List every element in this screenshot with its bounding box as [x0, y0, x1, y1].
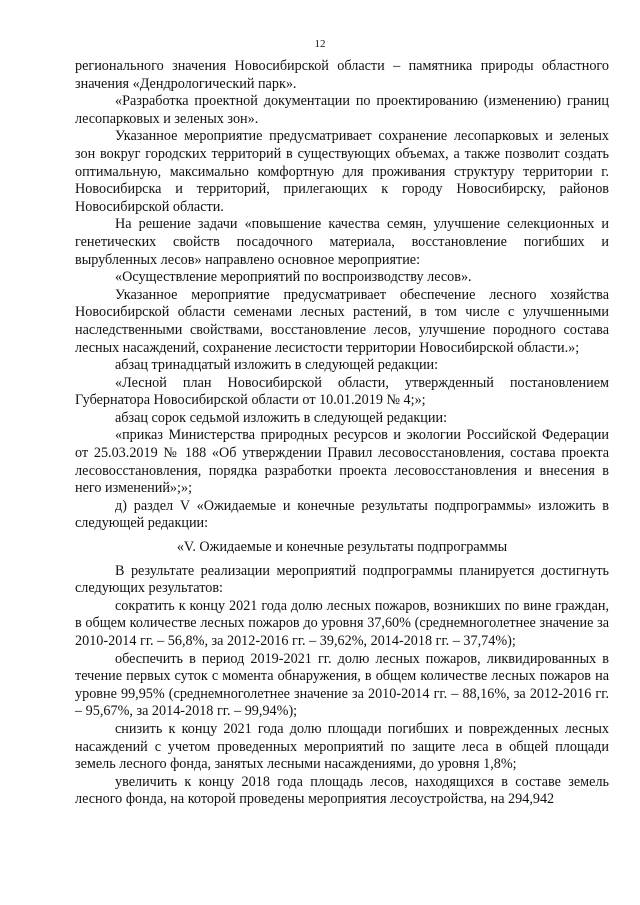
- paragraph: На решение задачи «повышение качества семян, улучшение селекционных и генетических свойств посадочного материала, восстановление погибших и вырубленных лесов» направлено основное мероприятие:: [75, 216, 609, 268]
- paragraph: «Разработка проектной документации по проектированию (изменению) границ лесопарковых и зеленых зон».: [75, 93, 609, 127]
- paragraph: «Лесной план Новосибирской области, утвержденный постановлением Губернатора Новосибирской области от 10.01.2019 № 4;»;: [75, 374, 609, 409]
- paragraph: «приказ Министерства природных ресурсов и экологии Российской Федерации от 25.03.2019 № 188 «Об утверждении Правил лесовосстановления, состава проекта лесовосстановления, порядка разработки проекта лесовосстановления и внесения в него изменений»;»;: [75, 427, 609, 497]
- paragraph: снизить к концу 2021 года долю площади погибших и поврежденных лесных насаждений с учетом проведенных мероприятий по защите леса в общей площади земель лесного фонда, занятых лесными насаждениями, до уровня 1,8%;: [75, 720, 609, 773]
- paragraph: Указанное мероприятие предусматривает сохранение лесопарковых и зеленых зон вокруг городских территорий в существующих объемах, а также позволит создать оптимальную, максимально комфортную для проживания структуру территории г. Новосибирска и территорий, прилегающих к городу Новосибирску, районов Новосибирской области.: [75, 128, 609, 215]
- paragraph: абзац тринадцатый изложить в следующей редакции:: [115, 357, 439, 374]
- paragraph: абзац сорок седьмой изложить в следующей редакции:: [115, 409, 448, 426]
- paragraph: Указанное мероприятие предусматривает обеспечение лесного хозяйства Новосибирской области семенами лесных растений, в том числе с улучшенными наследственными свойствами, восстановление лесов, улучшение породного состава лесных насаждений, сохранение лесистости территории Новосибирской области.»;: [75, 286, 609, 356]
- paragraph: сократить к концу 2021 года долю лесных пожаров, возникших по вине граждан, в общем количестве лесных пожаров до уровня 37,60% (среднемноголетнее значение за 2010-2014 гг. – 56,8%, за 2012-2016 гг. – 39,62%, 2014-2018 гг. – 37,74%);: [75, 597, 609, 649]
- paragraph: В результате реализации мероприятий подпрограммы планируется достигнуть следующих результатов:: [75, 562, 609, 597]
- paragraph: «Осуществление мероприятий по воспроизводству лесов».: [115, 269, 472, 286]
- page-number: 12: [314, 38, 326, 50]
- paragraph: обеспечить в период 2019-2021 гг. долю лесных пожаров, ликвидированных в течение первых суток с момента обнаружения, в общем количестве лесных пожаров на уровне 99,95% (среднемноголетнее значение за 2010-2014 гг. – 88,16%, за 2012-2016 гг. – 95,67%, за 2014-2018 гг. – 99,94%);: [75, 650, 609, 720]
- paragraph: д) раздел V «Ожидаемые и конечные результаты подпрограммы» изложить в следующей редакции:: [75, 497, 609, 532]
- paragraph: регионального значения Новосибирской области – памятника природы областного значения «Дендрологический парк».: [75, 58, 609, 92]
- paragraph: увеличить к концу 2018 года площадь лесов, находящихся в составе земель лесного фонда, на которой проведены мероприятия лесоустройства, на 294,942: [75, 773, 609, 808]
- document-body: [75, 58, 609, 809]
- section-heading: «V. Ожидаемые и конечные результаты подпрограммы: [176, 539, 508, 556]
